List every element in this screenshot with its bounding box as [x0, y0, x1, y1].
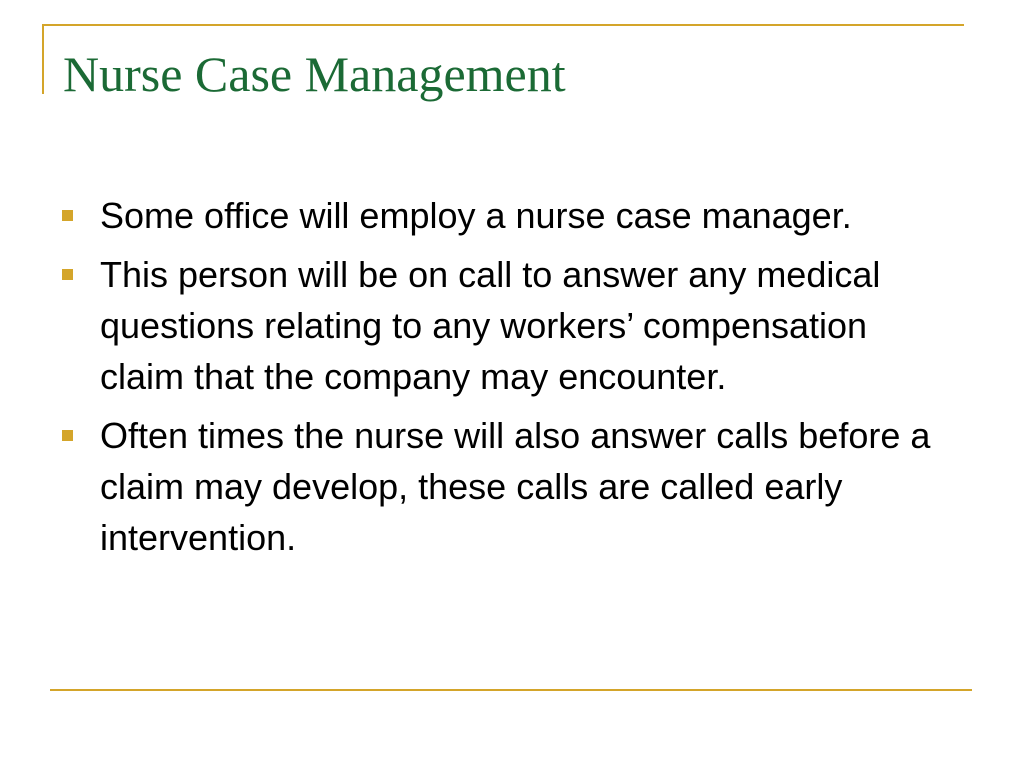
top-divider-line	[42, 24, 964, 26]
left-accent-line	[42, 24, 44, 94]
square-bullet-icon	[62, 269, 73, 280]
bullet-item	[62, 190, 942, 241]
square-bullet-icon	[62, 430, 73, 441]
square-bullet-icon	[62, 210, 73, 221]
bullet-text: Some office will employ a nurse case manager.	[100, 195, 852, 236]
bullet-item	[62, 410, 942, 563]
slide-title: Nurse Case Management	[63, 46, 566, 102]
bottom-divider-line	[50, 689, 972, 691]
bullet-list	[62, 190, 942, 571]
bullet-text: This person will be on call to answer any medical questions relating to any workers’ compensation claim that the company may encounter.	[100, 254, 881, 397]
bullet-text: Often times the nurse will also answer calls before a claim may develop, these calls are called early intervention.	[100, 415, 931, 558]
bullet-item	[62, 249, 942, 402]
